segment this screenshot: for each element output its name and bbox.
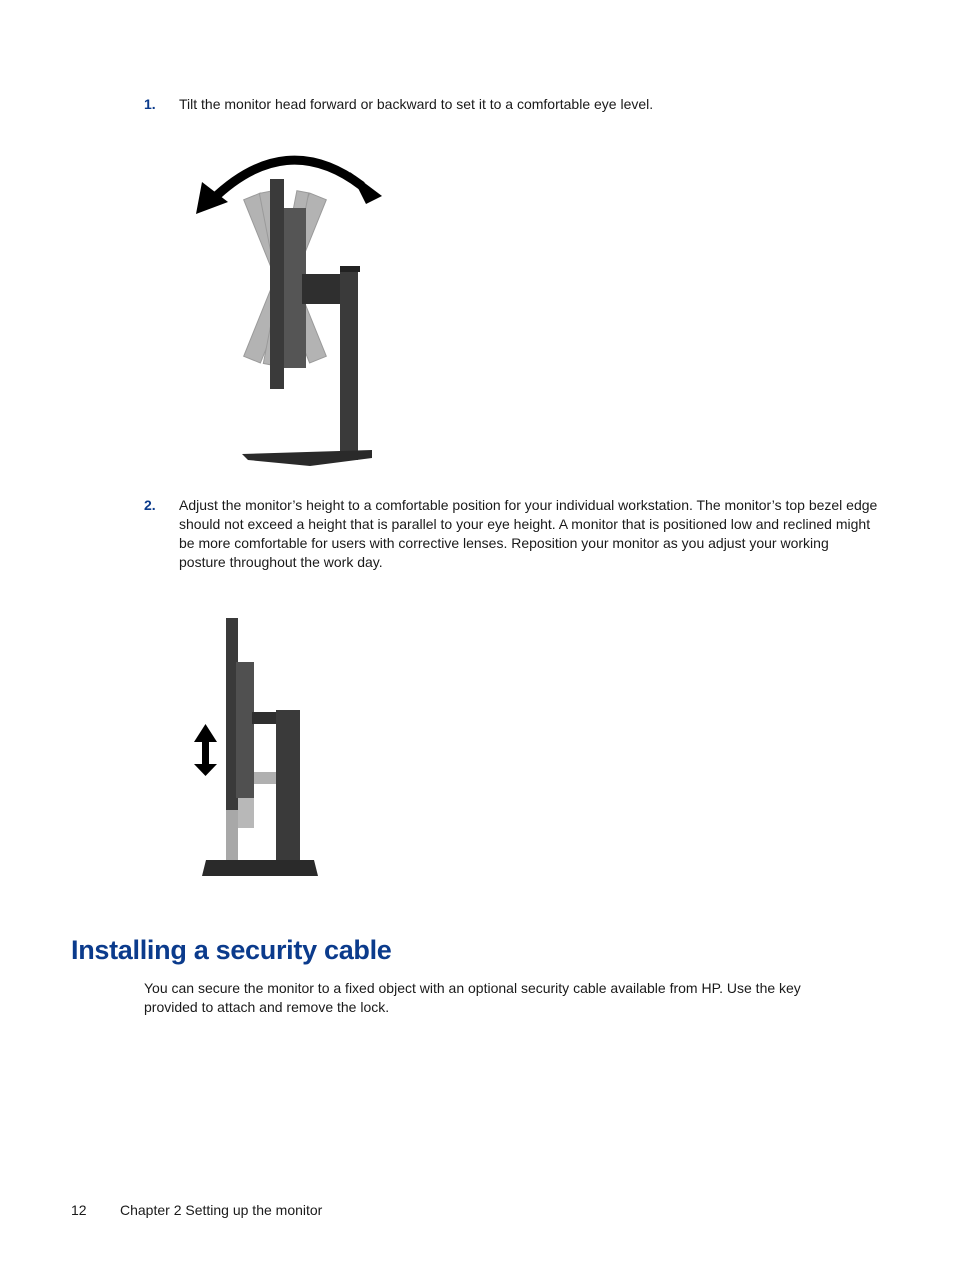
step-number: 2. xyxy=(144,497,156,513)
section-heading: Installing a security cable xyxy=(71,935,392,965)
step-text: Tilt the monitor head forward or backward to set it to a comfortable eye level. xyxy=(179,96,654,112)
arrow-up-icon xyxy=(194,724,217,742)
page-number: 12 xyxy=(71,1202,87,1218)
step-text: Adjust the monitor’s height to a comfortable position for your individual workstation. The monitor’s top bezel edge should not exceed a height that is parallel to your eye height. A monitor that is positioned low and reclined might be more comfortable for users with corrective lenses. Reposition your monitor as you adjust your working posture throughout the work day. xyxy=(179,497,878,570)
tilt-monitor-illustration xyxy=(190,138,390,468)
arrow-down-icon xyxy=(194,764,217,776)
chapter-title: Chapter 2 Setting up the monitor xyxy=(120,1202,323,1218)
height-adjust-illustration xyxy=(190,614,330,884)
section-body: You can secure the monitor to a fixed object with an optional security cable available from HP. Use the key provided to attach and remove the lock. xyxy=(144,980,801,1015)
step-number: 1. xyxy=(144,96,156,112)
arrow-head-right-icon xyxy=(350,172,382,204)
